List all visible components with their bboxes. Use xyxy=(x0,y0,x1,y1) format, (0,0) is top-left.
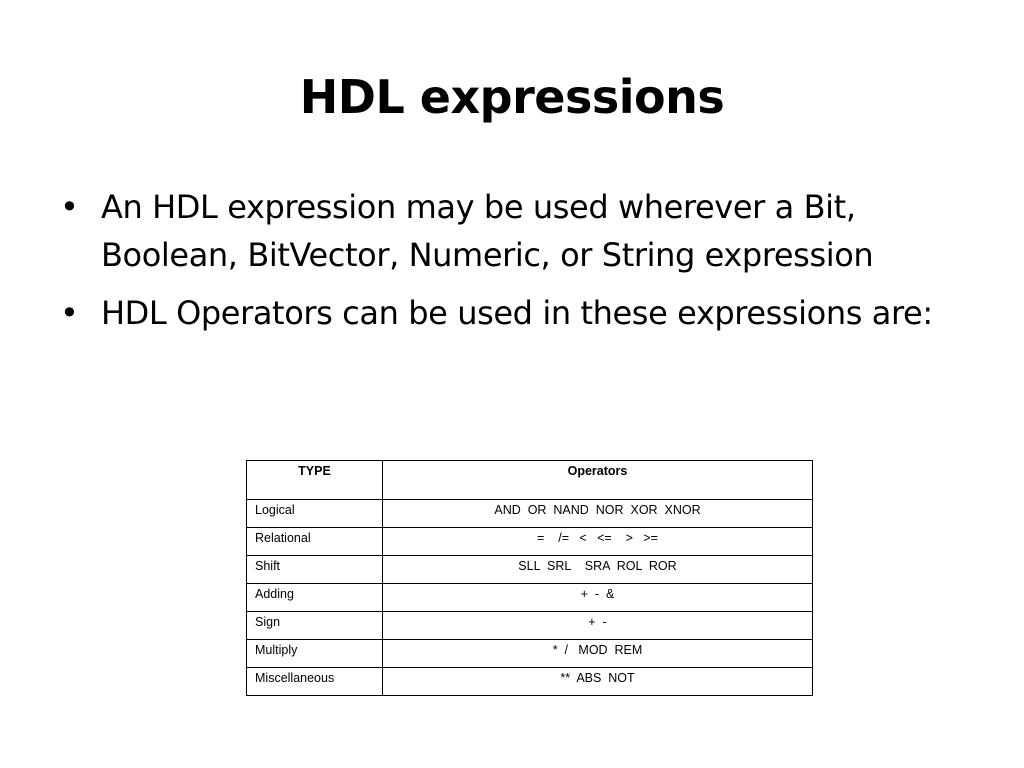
header-type: TYPE xyxy=(247,461,383,500)
header-operators: Operators xyxy=(383,461,813,500)
operators-cell: AND OR NAND NOR XOR XNOR xyxy=(383,500,813,528)
type-cell: Multiply xyxy=(247,640,383,668)
type-cell: Sign xyxy=(247,612,383,640)
operators-cell: * / MOD REM xyxy=(383,640,813,668)
type-cell: Relational xyxy=(247,528,383,556)
operators-cell: = /= < <= > >= xyxy=(383,528,813,556)
bullet-item xyxy=(60,289,940,337)
table-row xyxy=(247,528,813,556)
operators-cell: ** ABS NOT xyxy=(383,668,813,696)
bullet-text: An HDL expression may be used wherever a Bit, Boolean, BitVector, Numeric, or String expression xyxy=(101,188,874,274)
table-header-row xyxy=(247,461,813,500)
table-row xyxy=(247,500,813,528)
operators-cell: + - & xyxy=(383,584,813,612)
bullet-text: HDL Operators can be used in these expressions are: xyxy=(101,294,933,332)
operators-table xyxy=(246,460,813,696)
bullet-dot-icon: • xyxy=(60,188,79,226)
bullet-item xyxy=(60,183,940,279)
operators-cell: + - xyxy=(383,612,813,640)
table-row xyxy=(247,584,813,612)
type-cell: Shift xyxy=(247,556,383,584)
type-cell: Logical xyxy=(247,500,383,528)
table-row xyxy=(247,640,813,668)
type-cell: Miscellaneous xyxy=(247,668,383,696)
slide-title: HDL expressions xyxy=(299,70,725,124)
bullet-dot-icon: • xyxy=(60,294,79,332)
type-cell: Adding xyxy=(247,584,383,612)
operators-cell: SLL SRL SRA ROL ROR xyxy=(383,556,813,584)
table-row xyxy=(247,668,813,696)
table-row xyxy=(247,556,813,584)
table-row xyxy=(247,612,813,640)
bullet-list xyxy=(60,183,940,347)
